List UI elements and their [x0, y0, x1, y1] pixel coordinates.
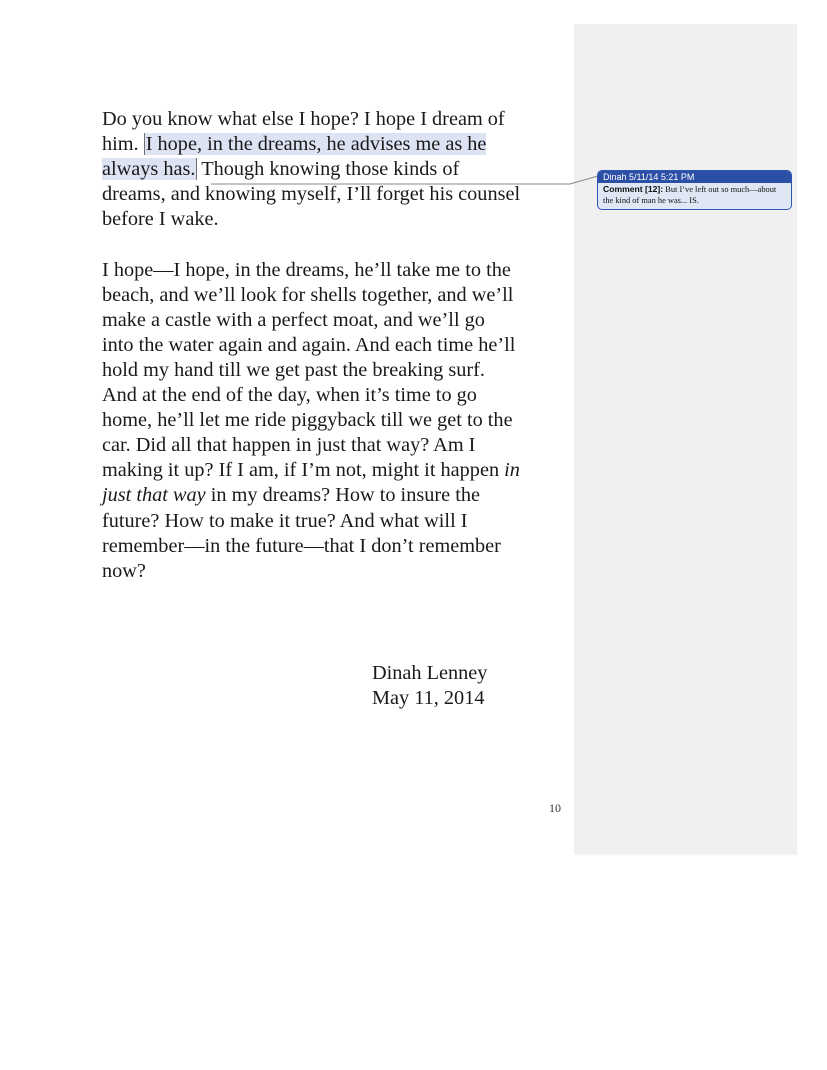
- text-run: making it up? If I am, if I’m not, might it happen: [102, 459, 505, 482]
- text-run: make a castle with a perfect moat, and we’ll go: [102, 308, 485, 331]
- text-run: Though knowing those kinds of: [196, 158, 460, 181]
- text-run: home, he’ll let me ride piggyback till we get to the: [102, 409, 513, 432]
- text-line: [102, 433, 572, 458]
- italic-text-run: just that way: [102, 484, 206, 507]
- text-line: [102, 283, 572, 308]
- text-line: [102, 358, 572, 383]
- text-run: into the water again and again. And each time he’ll: [102, 333, 516, 356]
- text-run: Do you know what else I hope? I hope I dream of: [102, 108, 505, 130]
- signature-date: May 11, 2014: [372, 687, 485, 709]
- text-run: remember—in the future—that I don’t remember: [102, 534, 501, 557]
- comment-label: Comment [12]:: [603, 184, 664, 194]
- text-line: [102, 308, 572, 333]
- document-body[interactable]: [102, 107, 572, 609]
- commented-text-highlight[interactable]: I hope, in the dreams, he advises me as he: [145, 133, 487, 156]
- text-run: in my dreams? How to insure the: [205, 484, 480, 507]
- text-line: [102, 132, 572, 157]
- paragraph: [102, 107, 572, 232]
- markup-pane: [574, 24, 797, 854]
- text-line: [102, 333, 572, 358]
- text-line: [102, 383, 572, 408]
- text-run: hold my hand till we get past the breaking surf.: [102, 358, 486, 381]
- text-run: dreams, and knowing myself, I’ll forget his counsel: [102, 183, 521, 206]
- comment-text: But I’ve left out so much—about the kind of man he was... IS.: [603, 185, 777, 205]
- text-run: now?: [102, 559, 146, 582]
- text-line: [102, 509, 572, 534]
- signature-block: [372, 661, 487, 711]
- paragraph: [102, 258, 572, 584]
- text-line: [102, 258, 572, 283]
- text-line: [102, 559, 572, 584]
- comment-author-date: Dinah 5/11/14 5:21 PM: [598, 171, 791, 183]
- text-run: I hope—I hope, in the dreams, he’ll take me to the: [102, 258, 511, 281]
- comment-body[interactable]: [598, 183, 791, 206]
- text-run: car. Did all that happen in just that way? Am I: [102, 434, 476, 457]
- text-run: beach, and we’ll look for shells together, and we’ll: [102, 283, 514, 306]
- text-line: [102, 458, 572, 483]
- text-line: [102, 534, 572, 559]
- text-line: [102, 182, 572, 207]
- text-line: [102, 483, 572, 508]
- text-line: [102, 408, 572, 433]
- page-number: 10: [549, 801, 561, 815]
- commented-text-highlight[interactable]: always has.: [102, 158, 196, 181]
- text-line: [102, 107, 572, 132]
- text-run: before I wake.: [102, 208, 219, 231]
- text-run: And at the end of the day, when it’s time to go: [102, 384, 477, 407]
- comment-balloon[interactable]: [597, 170, 792, 210]
- text-line: [102, 157, 572, 182]
- signature-name: Dinah Lenney: [372, 662, 488, 684]
- text-run: him.: [102, 133, 144, 156]
- text-run: future? How to make it true? And what will I: [102, 509, 468, 532]
- text-line: [102, 207, 572, 232]
- italic-text-run: in: [504, 459, 520, 482]
